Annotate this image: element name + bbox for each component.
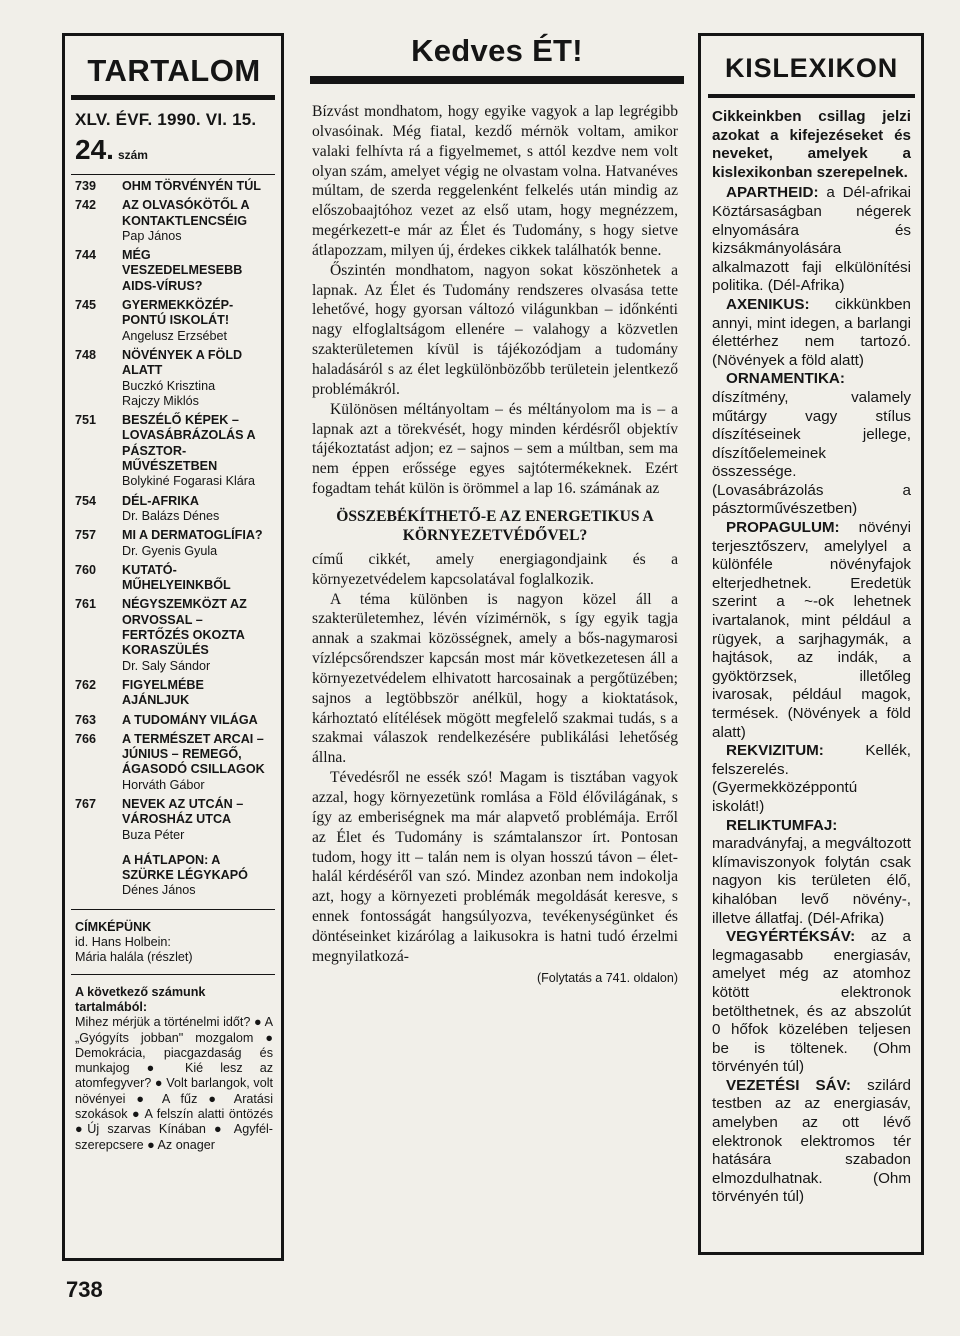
letter-paragraph: Tévedésről ne essék szó! Magam is tisztában vagyok azzal, hogy környezetünk romlása a Föld élővilágának, s így az emberiségnek ma már alapvető problémája. Erről az Élet és Tudomány is számtalanszor írt. Pontosan tudom, hogy itt – talán nem is olyan hosszú távon – élet-halál kérdéséről van szó. Mindez azonban nem indokolja azt, hogy a környezeti problémák megoldását keresve, s ennek fontosságát hangsúlyozva, tevékenységünket és döntéseinket kizárólag a laikusokra is hatni tudó érzelmi megnyilatkozá-	[312, 769, 678, 965]
lexicon-entry	[712, 742, 911, 816]
toc-entry	[75, 732, 273, 793]
lexicon-term: ORNAMENTIKA:	[726, 370, 845, 388]
continuation-note: (Folytatás a 741. oldalon)	[536, 970, 678, 985]
cover-credit	[75, 916, 273, 966]
toc-entry-title: AZ OLVASÓKÖTŐL A KONTAKTLENCSÉIG	[122, 198, 250, 228]
toc-page-number	[75, 853, 122, 899]
toc-page-number: 762	[75, 677, 97, 692]
next-issue-heading: A következő számunk tartalmából:	[75, 984, 206, 1014]
lexicon-term: VEZETÉSI SÁV:	[726, 1076, 851, 1094]
toc-entry-body	[122, 732, 273, 793]
toc-title: TARTALOM	[87, 53, 261, 88]
toc-entry-title: A HÁTLAPON: A SZÜRKE LÉGYKAPÓ	[122, 852, 248, 883]
toc-entry-title: DÉL-AFRIKA	[122, 493, 199, 508]
toc-page-number: 744	[75, 248, 97, 263]
toc-entry	[75, 248, 273, 294]
letter-paragraphs-after	[312, 550, 678, 967]
issue-label: szám	[117, 148, 148, 162]
lexicon-intro: Cikkeinkben csillag jelzi azokat a kifejezéseket és neveket, amelyek a kislexikonban szerepelnek.	[712, 108, 911, 181]
lexicon-term: PROPAGULUM:	[726, 519, 840, 537]
next-issue-box	[75, 981, 273, 1153]
toc-entry	[75, 597, 273, 673]
toc-entry-body	[122, 853, 273, 899]
toc-entry	[75, 853, 273, 899]
toc-entry-body	[122, 494, 273, 525]
letter-paragraph: Különösen méltányoltam – és méltányolom ma is – a lapnak azt a törekvését, hogy minden kérdésről objektív tájékoztatást adjon; ez – sajnos – sem a múltban, sem ma nem éppen erőssége egyes sajtótermékeknek. Ezért fogadtam tehát külön is örömmel a lap 16. számának az	[312, 400, 678, 498]
lexicon-term: APARTHEID:	[726, 184, 819, 202]
toc-entry	[75, 563, 273, 594]
toc-entry-author: Dr. Gyenis Gyula	[122, 543, 218, 558]
lexicon-term: VEGYÉRTÉKSÁV:	[726, 928, 856, 946]
toc-entry-title: NÉGYSZEMKÖZT AZ ORVOSSAL – FERTŐZÉS OKOZTA KORASZÜLÉS	[122, 597, 247, 658]
letter-title-rule	[310, 76, 684, 84]
toc-entry	[75, 494, 273, 525]
toc-entry-body	[122, 563, 273, 594]
toc-page-number: 763	[75, 712, 97, 727]
toc-entry	[75, 348, 273, 409]
toc-entry	[75, 298, 273, 344]
toc-entry-title: GYERMEKKÖZÉP-PONTÚ ISKOLÁT!	[122, 298, 234, 328]
toc-rule	[71, 909, 275, 910]
toc-page-number: 739	[75, 179, 97, 193]
lexicon-entry	[712, 370, 911, 519]
lexicon-entry	[712, 519, 911, 742]
toc-rule	[71, 974, 275, 975]
lexicon-definition: díszítmény, valamely műtárgy vagy stílus díszítéseinek jellege, díszítőelemeinek összessége. (Lovasábrázolás a pásztorművészetben)	[712, 388, 911, 518]
toc-entry-author: Buza Péter	[122, 827, 185, 842]
toc-entry-author: Angelusz Erzsébet	[122, 328, 228, 343]
toc-entry-body	[122, 413, 273, 489]
toc-page-number: 761	[75, 597, 97, 612]
lexicon-definition: növényi terjesztőszerv, amelylyel a különféle növényfajok elterjedhetnek. Eredetük szerint a ~-ok lehetnek ivartalanok, mint például a rügyek, a sarjhagymák, a hajtások, az indák, a gyöktörzsek, illetőleg ivarosak, például magok, termések. (Növények a föld alatt)	[712, 519, 911, 741]
lexicon-entry	[712, 1077, 911, 1207]
table-of-contents	[62, 33, 284, 1261]
toc-page-number: 748	[75, 347, 97, 362]
article-title: ÖSSZEBÉKÍTHETŐ-E AZ ENERGETIKUS A KÖRNYEZETVÉDŐVEL?	[336, 507, 654, 545]
toc-page-number: 767	[75, 796, 97, 811]
letter-body	[312, 102, 678, 988]
toc-title-rule	[71, 95, 275, 100]
toc-entry-body	[122, 797, 273, 843]
toc-page-number: 760	[75, 562, 97, 577]
lexicon-term: REKVIZITUM:	[726, 742, 824, 760]
lexicon-definition: cikkünkben annyi, mint idegen, a barlangi élettérhez nem tartozó. (Növények a föld alatt)	[712, 295, 911, 369]
toc-rule	[71, 174, 275, 175]
lexicon-entry	[712, 184, 911, 296]
toc-entry-title: NÖVÉNYEK A FÖLD ALATT	[122, 347, 243, 378]
lexicon-entry	[712, 817, 911, 929]
toc-page-number: 745	[75, 298, 97, 313]
cover-line: Mária halála (részlet)	[75, 950, 193, 965]
toc-entry-body	[122, 597, 273, 673]
toc-entry-body	[122, 678, 273, 709]
letter-paragraph: című cikkét, amely energiagondjaink és a környezetvédelem kapcsolatával foglalkozik.	[312, 550, 678, 588]
toc-entry-author: Horváth Gábor	[122, 777, 205, 792]
toc-entry-author: Dr. Saly Sándor	[122, 658, 211, 673]
toc-entry-title: OHM TÖRVÉNYÉN TÚL	[122, 179, 262, 193]
toc-page-number: 751	[75, 413, 97, 428]
toc-entry-list	[75, 179, 273, 899]
lexicon-definition: maradványfaj, a megváltozott klímaviszonyok folytán csak nagyon kis területen élő, kihalóban levő növény-, illetve állatfaj. (Dél-Afrika)	[712, 835, 911, 927]
next-issue-text: Mihez mérjük a történelmi időt? ● A „Gyógyíts jobban" mozgalom ● Demokrácia, piacgazdaság és munkajog ● Kié lesz az atomfegyver? ● Volt barlangok, volt növényei ● A fűz ● Aratási szokások ● A felszín alatti öntözés ●Új szarvas Kínában ● Agyfél-szerepcsere ● Az onager	[75, 1015, 273, 1152]
toc-entry-author: Dr. Balázs Dénes	[122, 508, 220, 523]
cover-heading: CÍMKÉPÜNK	[75, 919, 152, 934]
letter-paragraph: Őszintén mondhatom, nagyon sokat köszönhetek a lapnak. Az Élet és Tudomány rendszeres olvasása tette lehetővé, hogy gyorsan változó világunkban – időnkénti nagy elfoglaltságom ellenére – valahogy a közvetlen szakterületemen kívül is tájékozódjam a tudomány haladásáról s az élet legkülönbözőbb területein jelentkező problémákról.	[312, 261, 678, 398]
toc-entry	[75, 797, 273, 843]
toc-entry-body	[122, 198, 273, 244]
toc-entry-title: KUTATÓ-MŰHELYEINKBŐL	[122, 562, 231, 593]
letter-title: Kedves ÉT!	[411, 33, 583, 68]
toc-entry-body	[122, 298, 273, 344]
toc-entry	[75, 413, 273, 489]
cover-line: id. Hans Holbein:	[75, 935, 171, 950]
letter-paragraphs	[312, 102, 678, 499]
lexicon-definition: szilárd testben az az energiasáv, amelyben az ott lévő elektronok elektromos tér hatására szabadon elmozdulhatnak. (Ohm törvényén túl)	[712, 1076, 911, 1206]
toc-entry	[75, 713, 273, 728]
lexicon-definition: a Dél-afrikai Köztársaságban négerek elnyomására és kizsákmányolására alkalmazott faji elkülönítési politika. (Dél-Afrika)	[712, 184, 911, 295]
lexicon-term: RELIKTUMFAJ:	[726, 816, 838, 834]
toc-page-number: 757	[75, 528, 97, 543]
toc-entry-author: Buczkó Krisztina Rajczy Miklós	[122, 378, 216, 408]
toc-entry	[75, 528, 273, 559]
toc-entry-body	[122, 248, 273, 294]
lexicon-definition: az a legmagasabb energiasáv, amelyet még az atomhoz kötött elektronok betölthetnek, és az abszolút 0 hőfok közelében teljesen be is töltenek. (Ohm törvényén túl)	[712, 928, 911, 1076]
toc-page-number: 742	[75, 198, 97, 213]
toc-page-number: 754	[75, 493, 97, 508]
lexicon-entry	[712, 928, 911, 1077]
toc-entry-author: Pap János	[122, 228, 182, 243]
letter-paragraph: Bízvást mondhatom, hogy egyike vagyok a lap legrégibb olvasóinak. Még fiatal, kezdő mérnök voltam, amikor valaki felhívta rá a figyelmemet, s attól kezdve nem volt olyan szám, amelyet végig ne olvastam volna. Hatvanéves múltam, de szerda reggelenként felkelés után mindig az előszobaajtóhoz vezet az első utam, hogy megnézzem, megérkezett-e már az Élet és Tudomány, s hogy sietve átlapozzam, milyen új, érdekes cikkek találhatók benne.	[312, 103, 678, 259]
toc-entry-body	[122, 713, 273, 728]
lexicon-term: AXENIKUS:	[726, 295, 810, 313]
toc-entry-body	[122, 179, 273, 194]
toc-entry-title: MÉG VESZEDELMESEBB AIDS-VÍRUS?	[122, 248, 243, 293]
toc-entry-title: MI A DERMATOGLÍFIA?	[122, 528, 263, 543]
lexicon-title-rule	[708, 94, 915, 98]
lexicon-entry-list	[712, 184, 911, 1207]
toc-entry-title: A TERMÉSZET ARCAI – JÚNIUS – REMEGŐ, ÁGASODÓ CSILLAGOK	[122, 731, 265, 777]
toc-entry-author: Bolykiné Fogarasi Klára	[122, 474, 255, 489]
toc-entry-body	[122, 348, 273, 409]
toc-entry-author: Dénes János	[122, 883, 196, 898]
lexicon-box	[698, 33, 924, 1255]
toc-entry-title: FIGYELMÉBE AJÁNLJUK	[122, 677, 204, 708]
toc-entry	[75, 179, 273, 194]
toc-entry-title: NEVEK AZ UTCÁN – VÁROSHÁZ UTCA	[122, 796, 244, 827]
toc-page-number: 766	[75, 731, 97, 746]
issue-number: 24.	[75, 134, 114, 165]
toc-entry	[75, 678, 273, 709]
toc-entry-title: A TUDOMÁNY VILÁGA	[122, 712, 258, 727]
toc-issue	[75, 134, 273, 166]
toc-year-line: XLV. ÉVF. 1990. VI. 15.	[75, 110, 257, 129]
letter-paragraph: A téma különben is nagyon közel áll a szakterületemhez, lévén vízimérnök, s így egyik tagja annak a szakmai közösségnek, amely a bős-nagymarosi vízlépcsőrendszer kapcsán most már következetesen áll a környezetvédelem elhivatott harcosainak a pergőtüzében; sajnos a legtöbbször anélkül, hogy a kioktatások, kárhoztató elítélések mögött megfelelő szakmai tudás, s a szakmai válaszok rendelkezésére publikálási lehetőség állna.	[312, 590, 678, 767]
toc-entry	[75, 198, 273, 244]
lexicon-title: KISLEXIKON	[724, 53, 899, 83]
toc-entry-body	[122, 528, 273, 559]
toc-entry-title: BESZÉLŐ KÉPEK – LOVASÁBRÁZOLÁS A PÁSZTOR-MŰVÉSZETBEN	[122, 413, 256, 474]
page-number: 738	[66, 1277, 103, 1302]
lexicon-definition: Kellék, felszerelés. (Gyermekközéppontú iskolát!)	[712, 742, 911, 815]
lexicon-entry	[712, 296, 911, 370]
